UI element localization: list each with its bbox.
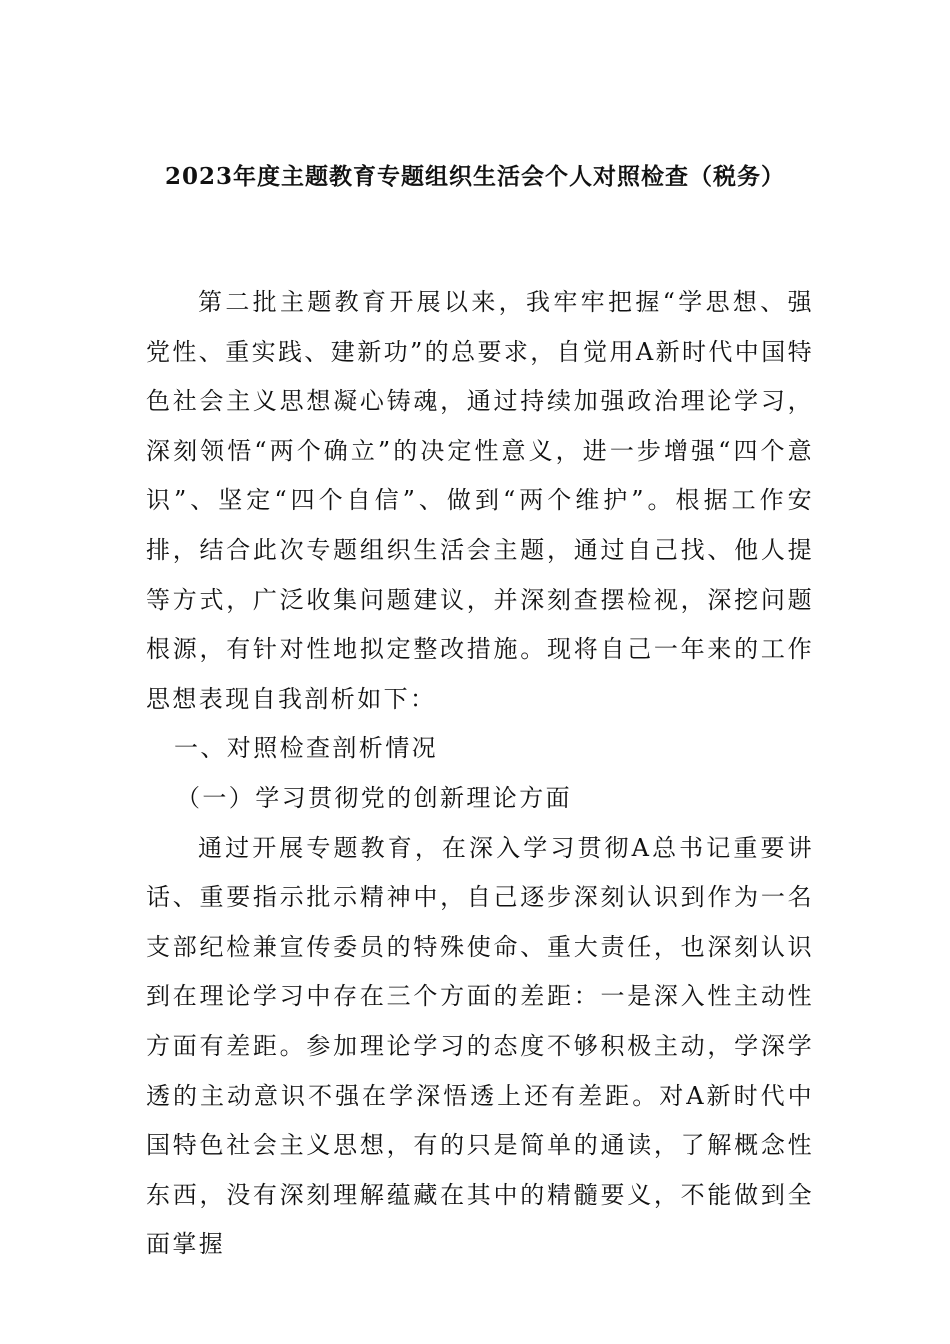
body-paragraph: 通过开展专题教育，在深入学习贯彻A总书记重要讲话、重要指示批示精神中，自己逐步深刻认识到作为一名支部纪检兼宣传委员的特殊使命、重大责任，也深刻认识到在理论学习中存在三个方面的差距：一是深入性主动性方面有差距。参加理论学习的态度不够积极主动，学深学透的主动意识不强在学深悟透上还有差距。对A新时代中国特色社会主义思想，有的只是简单的通读，了解概念性东西，没有深刻理解蕴藏在其中的精髓要义，不能做到全面掌握 — [146, 833, 814, 1259]
document-body — [146, 278, 814, 1270]
document-title: 2023年度主题教育专题组织生活会个人对照检查（税务） — [164, 163, 785, 190]
section-heading: 一、对照检查剖析情况 — [174, 734, 438, 763]
intro-paragraph: 第二批主题教育开展以来，我牢牢把握“学思想、强党性、重实践、建新功”的总要求，自觉用A新时代中国特色社会主义思想凝心铸魂，通过持续加强政治理论学习，深刻领悟“两个确立”的决定性意义，进一步增强“四个意识”、坚定“四个自信”、做到“两个维护”。根据工作安排，结合此次专题组织生活会主题，通过自己找、他人提等方式，广泛收集问题建议，并深刻查摆检视，深挖问题根源，有针对性地拟定整改措施。现将自己一年来的工作思想表现自我剖析如下： — [146, 288, 814, 713]
subsection-heading: （一）学习贯彻党的创新理论方面 — [176, 783, 572, 812]
